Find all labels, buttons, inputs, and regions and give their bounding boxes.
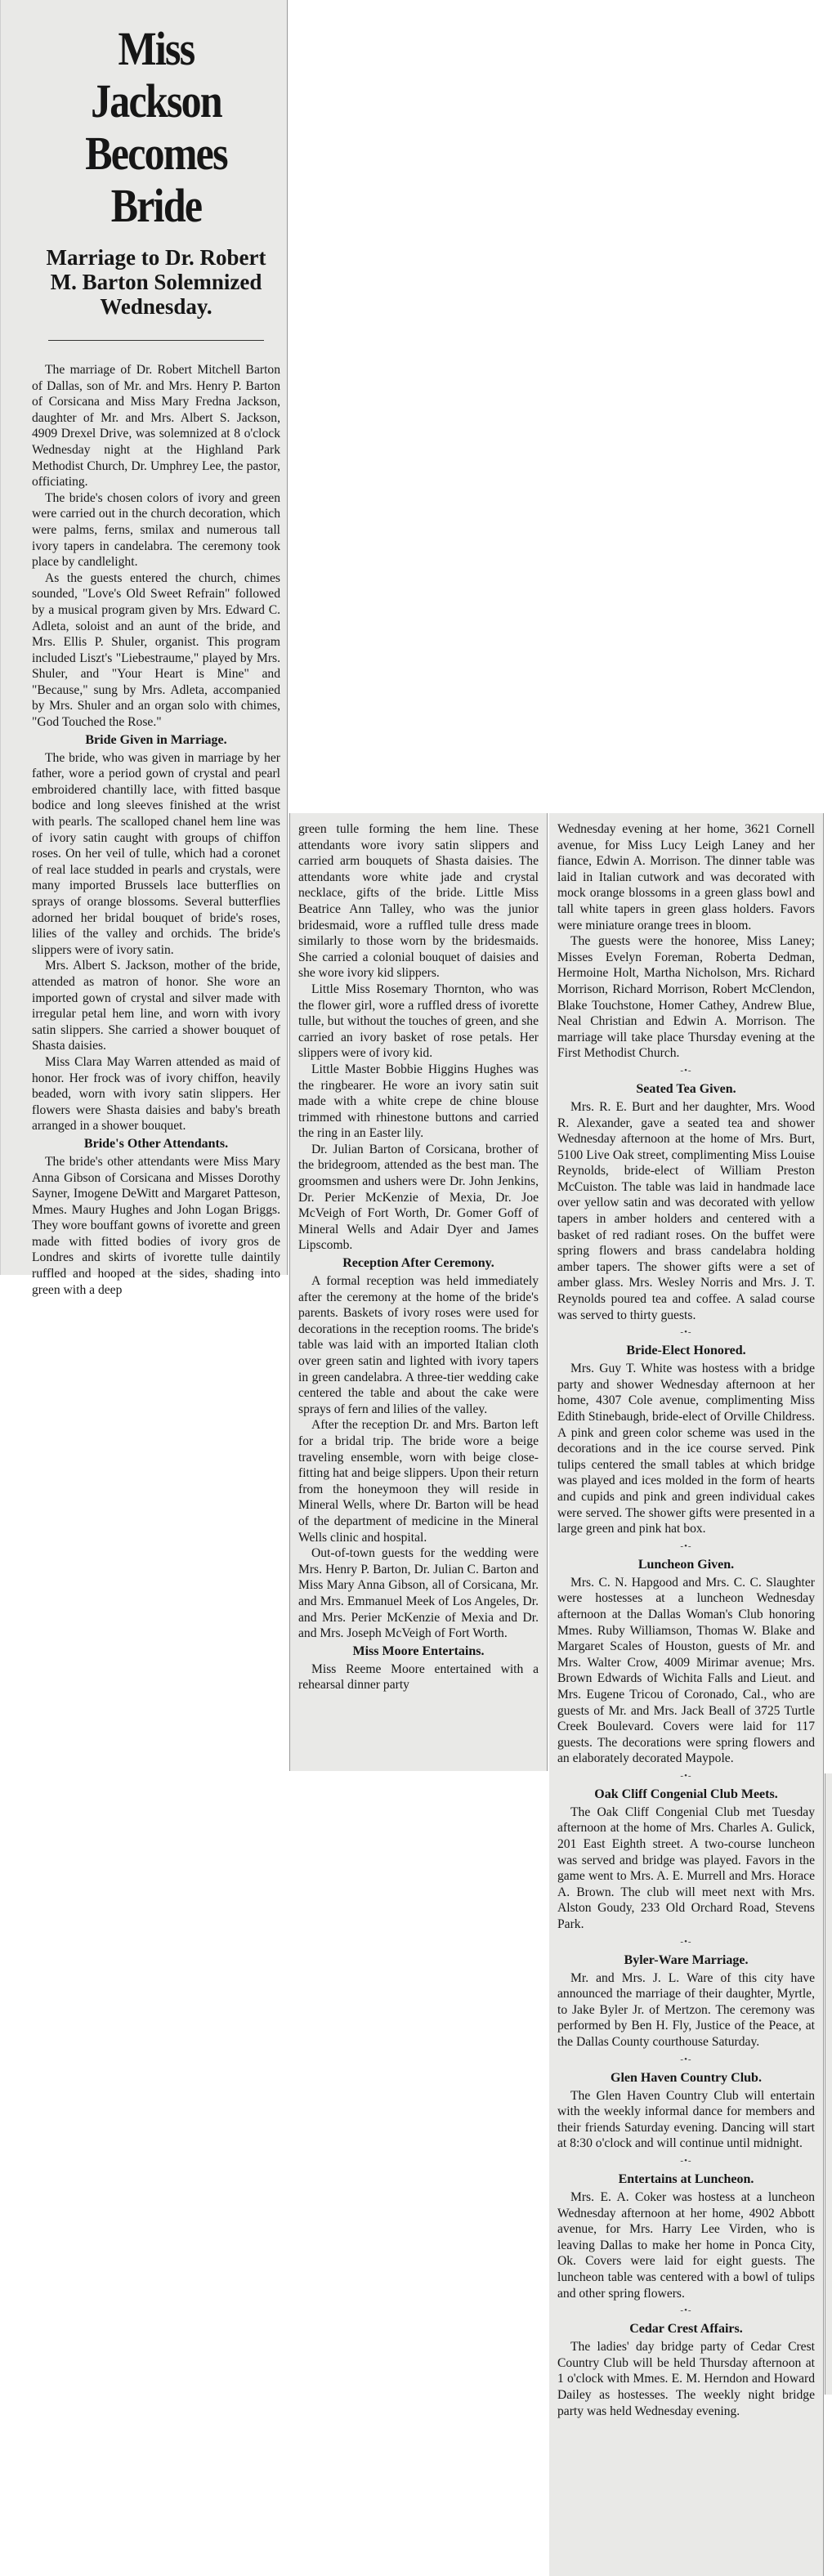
headline: Miss Jackson Becomes Bride — [85, 22, 227, 232]
section-heading: Miss Moore Entertains. — [352, 1644, 485, 1658]
section-heading: Reception After Ceremony. — [342, 1256, 494, 1271]
paragraph: Mrs. Guy T. White was hostess with a bridge party and shower Wednesday afternoon at her home, 4307 Cole avenue, complimenting Miss Edith Stinebaugh, bride-elect of Orville Childress. A pink and green color scheme was used in the decorations and in the ice course served. Pink tulips centered the small tables at which bridge was played and ices molded in the form of hearts and cupids and pink and green individual cakes were served. The shower gifts were presented in a large green and pink hat box. — [557, 1362, 815, 1536]
adjacent-column-edge — [825, 1773, 832, 2395]
paragraph: green tulle forming the hem line. These attendants wore ivory satin slippers and carried arm bouquets of Shasta daisies. The attendants wore white jade and crystal necklace, gifts of the bride. Little Miss Beatrice Ann Talley, who was the junior bridesmaid, wore a ruffled tulle dress made similarly to those worn by the bridesmaids. She carried a colonial bouquet of daisies and she wore ivory kid slippers. — [298, 822, 539, 981]
paragraph: Miss Clara May Warren attended as maid of honor. Her frock was of ivory chiffon, heavily beaded, worn with ivory satin slippers. Her flowers were Shasta daisies and baby's breath arranged in a shower bouquet. — [32, 1054, 280, 1134]
paragraph: Little Master Bobbie Higgins Hughes was the ringbearer. He wore an ivory satin suit made with a white crepe de chine blouse trimmed with rhinestone buttons and carried the ring in an Easter lily. — [298, 1062, 539, 1141]
paragraph: Mrs. R. E. Burt and her daughter, Mrs. Wood R. Alexander, gave a seated tea and shower Wednesday afternoon at the home of Mrs. Burt, 5100 Live Oak street, complimenting Miss Louise Reynolds, bride-elect of William Preston McCuiston. The table was laid in handmade lace over yellow satin and was decorated with yellow tapers in amber holders and centered with a basket of red radiant roses. On the buffet were spring flowers and brass candelabra holding amber tapers. The shower gifts were a set of amber glass. Mrs. Wesley Norris and Mrs. J. T. Reynolds poured tea and coffee. A salad course was served to thirty guests. — [557, 1099, 815, 1322]
paragraph: The ladies' day bridge party of Cedar Crest Country Club will be held Thursday afternoon at 1 o'clock with Mmes. E. M. Herndon and Howard Dailey as hostesses. The weekly night bridge party was held Wednesday evening. — [557, 2340, 815, 2418]
paragraph: As the guests entered the church, chimes sounded, "Love's Old Sweet Refrain" followed by a musical program given by Mrs. Edward C. Adleta, soloist and an aunt of the bride, and Mrs. Ellis P. Shuler, organist. This program included Liszt's "Liebestraume," played by Mrs. Shuler, and "Your Heart is Mine" and "Because," sung by Mrs. Adleta, accompanied by Mrs. Shuler and an organ solo with chimes, "God Touched the Rose." — [32, 570, 280, 730]
section-heading: Byler-Ware Marriage. — [624, 1952, 749, 1967]
paragraph: After the reception Dr. and Mrs. Barton left for a bridal trip. The bride wore a beige traveling ensemble, worn with beige close-fitting hat and beige slippers. Upon their return from the honeymoon they will reside in Mineral Wells, where Dr. Barton will be head of the department of medicine in the Mineral Wells clinic and hospital. — [298, 1418, 539, 1545]
paragraph: Mrs. C. N. Hapgood and Mrs. C. C. Slaughter were hostesses at a luncheon Wednesday afternoon at the Dallas Woman's Club honoring Mmes. Ruby Williamson, Thomas W. Blake and Margaret Scales of Houston, guests of Mr. and Mrs. Walter Crow, 4009 Mirimar avenue; Mrs. Brown Edwards of Wichita Falls and Lieut. and Mrs. Eugene Tricou of Coronado, Cal., who are guests of Mr. and Mrs. Jack Beall of 3725 Turtle Creek Boulevard. Covers were laid for 117 guests. The decorations were spring flowers and an elaborately decorated Maypole. — [557, 1575, 815, 1766]
paragraph: The bride's other attendants were Miss Mary Anna Gibson of Corsicana and Misses Dorothy Sayner, Imogene DeWitt and Margaret Patteson, Mmes. Maury Hughes and John Logan Briggs. They wore bouffant gowns of ivorette and green made with fitted bodies of ivory gros de Londres and skirts of ivorette tulle daintily ruffled and hooped at the sides, shading into green with a deep — [32, 1154, 280, 1297]
paragraph: Out-of-town guests for the wedding were Mrs. Henry P. Barton, Dr. Julian C. Barton and Miss Mary Anna Gibson, all of Corsicana, Mr. and Mrs. Emmanuel Meek of Los Angeles, Dr. and Mrs. Perier McKenzie of Mexia and Dr. and Mrs. Joseph McVeigh of Fort Worth. — [298, 1546, 539, 1641]
article-column-3 — [549, 813, 824, 2576]
section-ornament: -•- — [680, 2054, 692, 2064]
divider — [48, 340, 264, 341]
section-heading: Bride's Other Attendants. — [83, 1136, 229, 1151]
section-heading: Entertains at Luncheon. — [618, 2171, 754, 2186]
paragraph: Little Miss Rosemary Thornton, who was the flower girl, wore a ruffled dress of ivorette tulle, but without the touches of green, and she carried an ivory basket of rose petals. Her slippers were of ivory kid. — [298, 982, 539, 1061]
paragraph: A formal reception was held immediately after the ceremony at the home of the bride's parents. Baskets of ivory roses were used for decorations in the reception rooms. The bride's table was laid with an imported Italian cloth over green satin and lighted with ivory tapers in green candelabra. A three-tier wedding cake centered the table and about the cake were sprays of fern and lilies of the valley. — [298, 1274, 539, 1416]
article-column-2 — [289, 813, 548, 1771]
section-ornament: -•- — [680, 1327, 692, 1338]
section-ornament: -•- — [680, 1541, 692, 1551]
section-ornament: -•- — [680, 2305, 692, 2316]
paragraph: The bride, who was given in marriage by her father, wore a period gown of crystal and pearl embroidered chantilly lace, with fitted basque bodice and long sleeves finished at the wrist with pearls. The scalloped chanel hem line was of ivory satin caught with groups of chiffon roses. On her veil of tulle, which had a coronet of real lace studded in pearls and crystals, were many imported Brussels lace butterflies on sprays of orange blossoms. Several butterflies adorned her bridal bouquet of bride's roses, lilies of the valley and orchids. The bride's slippers were of ivory satin. — [32, 750, 280, 957]
section-ornament: -•- — [680, 1065, 692, 1076]
section-ornament: -•- — [680, 1770, 692, 1781]
paragraph: Mrs. Albert S. Jackson, mother of the bride, attended as matron of honor. She wore an imported gown of crystal and silver made with irregular petal hem line, and worn with ivory satin slippers. She carried a shower bouquet of Shasta daisies. — [32, 959, 280, 1053]
paragraph: Dr. Julian Barton of Corsicana, brother of the bridegroom, attended as the best man. The groomsmen and ushers were Dr. John Jenkins, Dr. Perier McKenzie of Mexia, Dr. Joe McVeigh of Fort Worth, Dr. Gomer Goff of Mineral Wells and Adair Dyer and James Lipscomb. — [298, 1142, 539, 1253]
section-ornament: -•- — [680, 2155, 692, 2166]
paragraph: Wednesday evening at her home, 3621 Cornell avenue, for Miss Lucy Leigh Laney and her fiance, Edwin A. Morrison. The dinner table was laid in Italian cutwork and was decorated with mock orange blossoms in a green glass bowl and tall white tapers in green glass holders. Favors were miniature orange trees in bloom. — [557, 822, 815, 932]
subheadline: Marriage to Dr. Robert M. Barton Solemnized Wednesday. — [46, 245, 266, 319]
paragraph: Miss Reeme Moore entertained with a rehearsal dinner party — [298, 1661, 539, 1693]
paragraph: The Glen Haven Country Club will entertain with the weekly informal dance for members and their friends Saturday evening. Dancing will start at 8:30 o'clock and will continue until midnight. — [557, 2088, 815, 2151]
section-ornament: -•- — [680, 1936, 692, 1947]
paragraph: Mrs. E. A. Coker was hostess at a luncheon Wednesday afternoon at her home, 4902 Abbott avenue, for Mrs. Harry Lee Virden, who is leaving Dallas to make her home in Ponca City, Ok. Covers were laid for eight guests. The luncheon table was centered with a bowl of tulips and other spring flowers. — [557, 2189, 815, 2301]
paragraph: The guests were the honoree, Miss Laney; Misses Evelyn Foreman, Roberta Dedman, Hermoine Holt, Martha Nicholson, Mrs. Richard Morrison, Richard Morrison, Robert McClendon, Blake Touchstone, Homer Cathey, Andrew Blue, Neal Christian and Edwin A. Morrison. The marriage will take place Thursday evening at the First Methodist Church. — [557, 934, 815, 1061]
section-heading: Luncheon Given. — [637, 1557, 735, 1572]
section-heading: Seated Tea Given. — [636, 1081, 736, 1096]
section-heading: Cedar Crest Affairs. — [629, 2322, 743, 2337]
paragraph: Mr. and Mrs. J. L. Ware of this city have announced the marriage of their daughter, Myrtle, to Jake Byler Jr. of Mertzon. The ceremony was performed by Ben H. Fly, Justice of the Peace, at the Dallas County courthouse Saturday. — [557, 1970, 815, 2049]
paragraph: The bride's chosen colors of ivory and green were carried out in the church decoration, which were palms, ferns, smilax and numerous tall ivory tapers in candelabra. The ceremony took place by candlelight. — [32, 490, 280, 570]
paragraph: The marriage of Dr. Robert Mitchell Barton of Dallas, son of Mr. and Mrs. Henry P. Barton of Corsicana and Miss Mary Fredna Jackson, daughter of Mr. and Mrs. Albert S. Jackson, 4909 Drexel Drive, was solemnized at 8 o'clock Wednesday night at the Highland Park Methodist Church, Dr. Umphrey Lee, the pastor, officiating. — [32, 363, 280, 490]
article-column-1 — [0, 0, 288, 1297]
paragraph: The Oak Cliff Congenial Club met Tuesday afternoon at the home of Mrs. Charles A. Gulick, 201 East Eighth street. A two-course luncheon was served and bridge was played. Favors in the game went to Mrs. A. E. Murrell and Mrs. Horace A. Brown. The club will meet next with Mrs. Alston Goudy, 233 Old Orchard Road, Stevens Park. — [557, 1805, 815, 1932]
section-heading: Bride-Elect Honored. — [626, 1344, 746, 1358]
section-heading: Bride Given in Marriage. — [85, 732, 227, 747]
section-heading: Oak Cliff Congenial Club Meets. — [594, 1787, 778, 1801]
section-heading: Glen Haven Country Club. — [611, 2070, 762, 2085]
